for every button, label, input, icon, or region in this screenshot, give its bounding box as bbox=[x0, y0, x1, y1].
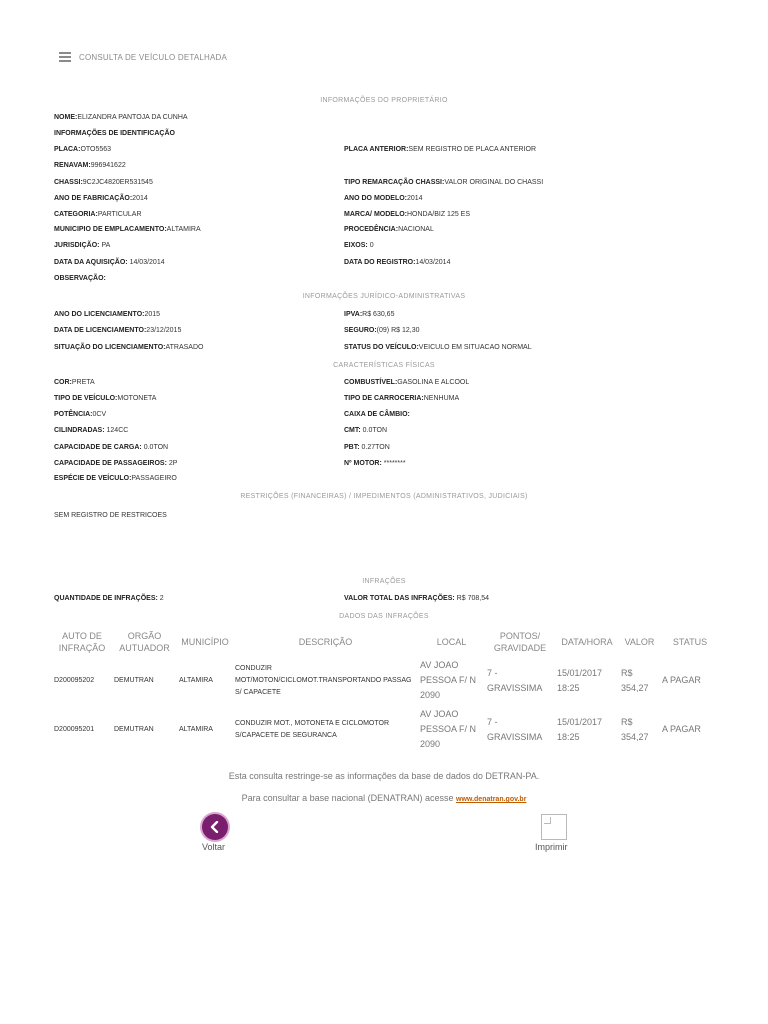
field-quantidade-infracoes: QUANTIDADE DE INFRAÇÕES: 2 bbox=[54, 595, 164, 602]
cell-orgao: DEMUTRAN bbox=[114, 676, 154, 684]
column-header: PONTOS/ GRAVIDADE bbox=[493, 631, 547, 653]
cell-descricao: CONDUZIR MOT., MOTONETA E CICLOMOTOR S/CAPACETE DE SEGURANCA bbox=[235, 719, 390, 739]
field-eixos: EIXOS: 0 bbox=[344, 242, 374, 249]
section-title-infracoes: INFRAÇÕES bbox=[362, 578, 406, 585]
cell-data-hora: 15/01/2017 18:25 bbox=[557, 716, 603, 742]
field-ano-fabricacao: ANO DE FABRICAÇÃO:2014 bbox=[54, 195, 148, 202]
field-identificacao-heading: INFORMAÇÕES DE IDENTIFICAÇÃO bbox=[54, 130, 175, 137]
field-tipo-veiculo: TIPO DE VEÍCULO:MOTONETA bbox=[54, 395, 157, 402]
column-header: LOCAL bbox=[436, 637, 467, 647]
column-header: VALOR bbox=[624, 637, 655, 647]
field-valor-total-infracoes: VALOR TOTAL DAS INFRAÇÕES: R$ 708,54 bbox=[344, 595, 489, 602]
field-placa: PLACA:OTO5563 bbox=[54, 146, 112, 153]
field-data-licenciamento: DATA DE LICENCIAMENTO:23/12/2015 bbox=[54, 327, 182, 334]
cell-status: A PAGAR bbox=[662, 675, 701, 685]
table-row bbox=[52, 705, 720, 754]
field-seguro: SEGURO:(09) R$ 12,30 bbox=[344, 327, 420, 334]
print-button[interactable] bbox=[541, 814, 567, 840]
field-capacidade-carga: CAPACIDADE DE CARGA: 0.0TON bbox=[54, 444, 169, 451]
field-placa-anterior: PLACA ANTERIOR:SEM REGISTRO DE PLACA ANTERIOR bbox=[344, 146, 537, 153]
cell-orgao: DEMUTRAN bbox=[114, 725, 154, 733]
table-row bbox=[52, 656, 720, 705]
field-data-aquisicao: DATA DA AQUISIÇÃO: 14/03/2014 bbox=[54, 259, 165, 266]
page-title: CONSULTA DE VEÍCULO DETALHADA bbox=[79, 52, 228, 62]
field-combustivel: COMBUSTÍVEL:GASOLINA E ALCOOL bbox=[344, 379, 470, 386]
section-title-fisicas: CARACTERÍSTICAS FÍSICAS bbox=[333, 362, 435, 369]
field-renavam: RENAVAM:996941622 bbox=[54, 162, 126, 169]
back-label[interactable]: Voltar bbox=[202, 842, 226, 852]
field-municipio: MUNICIPIO DE EMPLACAMENTO:ALTAMIRA bbox=[54, 226, 201, 233]
back-button[interactable] bbox=[202, 814, 228, 840]
infracoes-table bbox=[52, 628, 720, 754]
section-title-proprietario: INFORMAÇÕES DO PROPRIETÁRIO bbox=[320, 97, 448, 104]
field-caixa-cambio: CAIXA DE CÂMBIO: bbox=[344, 411, 410, 418]
field-observacao: OBSERVAÇÃO: bbox=[54, 275, 106, 282]
column-header: DESCRIÇÃO bbox=[298, 637, 353, 647]
cell-auto: D200095201 bbox=[54, 725, 95, 733]
cell-pontos: 7 - GRAVISSIMA bbox=[487, 667, 543, 693]
print-label[interactable]: Imprimir bbox=[535, 842, 568, 852]
cell-municipio: ALTAMIRA bbox=[179, 725, 213, 733]
table-header-row bbox=[52, 628, 720, 656]
footer-note-detran: Esta consulta restringe-se as informações da base de dados do DETRAN-PA. bbox=[228, 771, 540, 781]
field-cor: COR:PRETA bbox=[54, 379, 95, 386]
cell-auto: D200095202 bbox=[54, 676, 95, 684]
cell-data-hora: 15/01/2017 18:25 bbox=[557, 667, 603, 693]
field-capacidade-passageiros: CAPACIDADE DE PASSAGEIROS: 2P bbox=[54, 460, 178, 467]
cell-valor: R$ 354,27 bbox=[621, 667, 649, 693]
cell-status: A PAGAR bbox=[662, 724, 701, 734]
field-especie-veiculo: ESPÉCIE DE VEÍCULO:PASSAGEIRO bbox=[54, 475, 177, 482]
page-header bbox=[59, 50, 227, 64]
section-title-juridico: INFORMAÇÕES JURÍDICO-ADMINISTRATIVAS bbox=[302, 293, 466, 300]
column-header: ORGÃO AUTUADOR bbox=[119, 631, 170, 653]
field-procedencia: PROCEDÊNCIA:NACIONAL bbox=[344, 226, 434, 233]
cell-valor: R$ 354,27 bbox=[621, 716, 649, 742]
field-numero-motor: Nº MOTOR: ******** bbox=[344, 460, 406, 467]
column-header: MUNICÍPIO bbox=[181, 637, 229, 647]
field-jurisdicao: JURISDIÇÃO: PA bbox=[54, 242, 111, 249]
field-data-registro: DATA DO REGISTRO:14/03/2014 bbox=[344, 259, 451, 266]
field-cmt: CMT: 0.0TON bbox=[344, 427, 388, 434]
field-status-veiculo: STATUS DO VEÍCULO:VEICULO EM SITUACAO NORMAL bbox=[344, 344, 532, 351]
section-title-restricoes: RESTRIÇÕES (FINANCEIRAS) / IMPEDIMENTOS (ADMINISTRATIVOS, JUDICIAIS) bbox=[240, 493, 528, 500]
footer-note-denatran: Para consultar a base nacional (DENATRAN) acesse www.denatran.gov.br bbox=[241, 793, 527, 803]
field-ipva: IPVA:R$ 630,65 bbox=[344, 311, 395, 318]
field-situacao-licenciamento: SITUAÇÃO DO LICENCIAMENTO:ATRASADO bbox=[54, 344, 204, 351]
field-marca-modelo: MARCA/ MODELO:HONDA/BIZ 125 ES bbox=[344, 211, 471, 218]
field-pbt: PBT: 0.27TON bbox=[344, 444, 390, 451]
field-categoria: CATEGORIA:PARTICULAR bbox=[54, 211, 142, 218]
restricoes-value: SEM REGISTRO DE RESTRICOES bbox=[54, 512, 167, 519]
field-chassi: CHASSI:9C2JC4820ER531545 bbox=[54, 179, 153, 186]
column-header: STATUS bbox=[672, 637, 708, 647]
field-ano-modelo: ANO DO MODELO:2014 bbox=[344, 195, 423, 202]
field-cilindradas: CILINDRADAS: 124CC bbox=[54, 427, 129, 434]
cell-descricao: CONDUZIR MOT/MOTON/CICLOMOT.TRANSPORTANDO PASSAG S/ CAPACETE bbox=[235, 664, 412, 696]
column-header: AUTO DE INFRAÇÃO bbox=[58, 631, 106, 653]
chevron-left-icon bbox=[209, 821, 221, 833]
cell-local: AV JOAO PESSOA F/ N 2090 bbox=[420, 660, 477, 700]
hamburger-menu-icon[interactable] bbox=[59, 52, 71, 62]
denatran-link[interactable]: www.denatran.gov.br bbox=[456, 796, 527, 803]
field-ano-licenciamento: ANO DO LICENCIAMENTO:2015 bbox=[54, 311, 161, 318]
section-title-dados-infracoes: DADOS DAS INFRAÇÕES bbox=[339, 613, 429, 620]
field-remarcacao: TIPO REMARCAÇÃO CHASSI:VALOR ORIGINAL DO CHASSI bbox=[344, 179, 544, 186]
cell-local: AV JOAO PESSOA F/ N 2090 bbox=[420, 709, 477, 749]
cell-municipio: ALTAMIRA bbox=[179, 676, 213, 684]
column-header: DATA/HORA bbox=[561, 637, 613, 647]
field-potencia: POTÊNCIA:0CV bbox=[54, 411, 107, 418]
cell-pontos: 7 - GRAVISSIMA bbox=[487, 716, 543, 742]
field-carroceria: TIPO DE CARROCERIA:NENHUMA bbox=[344, 395, 460, 402]
field-nome: NOME:ELIZANDRA PANTOJA DA CUNHA bbox=[54, 114, 188, 121]
